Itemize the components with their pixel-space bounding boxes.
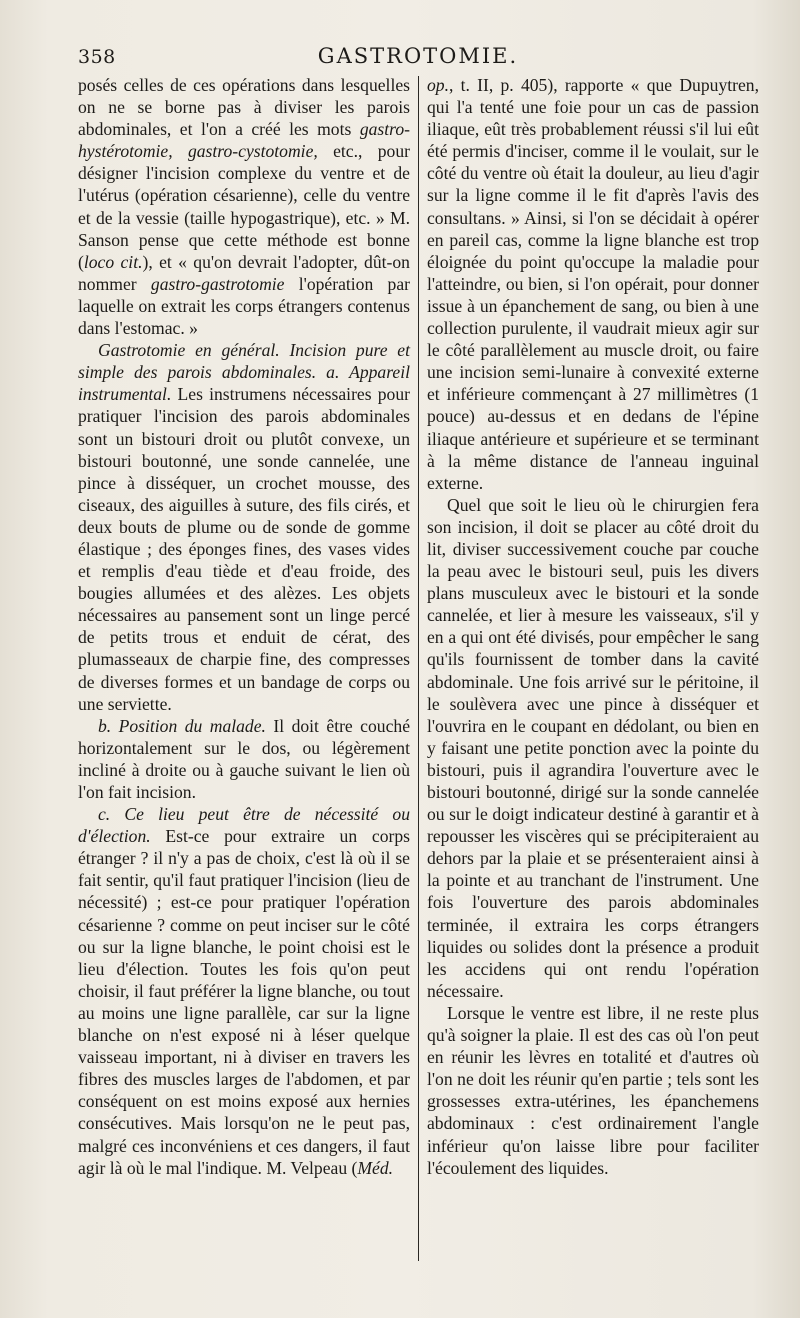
paragraph	[427, 74, 759, 494]
paragraph	[78, 715, 410, 803]
italic-term: gastro-hystérotomie, gastro-cystotomie,	[78, 119, 410, 162]
column-divider	[418, 76, 419, 1261]
italic-citation: op.	[427, 75, 449, 95]
paragraph: Lorsque le ventre est libre, il ne reste plus qu'à soigner la plaie. Il est des cas où l'on peut en réunir les lèvres en totalité et d'autres où l'on ne doit les réunir qu'en partie ; tels sont les grossesses extra-utérines, les épanchemens abdominaux : c'est ordinairement l'angle inférieur qu'on laisse libre pour faciliter l'écoulement des liquides.	[427, 1002, 759, 1178]
page-header	[78, 40, 758, 74]
section-heading: b. Position du malade.	[98, 715, 266, 736]
section-heading: Gastrotomie en général. Incision pure et simple des parois abdominales. a. Appareil instrumental.	[78, 340, 410, 405]
italic-citation: loco cit.	[83, 251, 143, 272]
text-columns	[78, 74, 760, 1274]
text-run: l'opération par laquelle on extrait les corps étrangers contenus dans l'estomac. »	[78, 273, 410, 339]
italic-term: gastro-gastrotomie	[150, 273, 285, 294]
text-run: posés celles de ces opérations dans lesquelles on ne se borne pas à diviser les parois abdominales, et l'on a créé les mots	[78, 75, 410, 140]
italic-citation: Méd.	[357, 1157, 394, 1178]
paragraph	[78, 803, 410, 1179]
paragraph: Quel que soit le lieu où le chirurgien fera son incision, il doit se placer au côté droit du lit, diviser successivement couche par couche la peau avec le bistouri seul, puis les divers plans musculeux avec le bistouri et la sonde cannelée, et lier à mesure les vaisseaux, s'il y en a qui ont été divisés, pour empêcher le sang qu'ils fournissent de tomber dans la cavité abdominale. Une fois arrivé sur le péritoine, il le soulèvera avec une pince à disséquer et l'ouvrira en le coupant en dédolant, ou bien en y faisant une petite ponction avec la pointe du bistouri, puis il agrandira l'ouverture avec le bistouri boutonné, dirigé sur la sonde cannelée ou sur le doigt indicateur destiné à garantir et à repousser les viscères qui se précipiteraient au dehors par la plaie et se présenteraient ainsi à la pointe et au tranchant de l'instrument. Une fois l'ouverture des parois abdominales terminée, il extraira les corps étrangers liquides ou solides dont la présence a produit les accidens qui ont rendu l'opération nécessaire.	[427, 494, 759, 1001]
section-heading: c. Ce lieu peut être de nécessité ou d'élection.	[78, 804, 410, 847]
text-run: Est-ce pour extraire un corps étranger ? il n'y a pas de choix, c'est là où il se fait sentir, qu'il faut pratiquer l'incision (lieu de nécessité) ; est-ce pour pratiquer l'opération césarienne ? comme on peut inciser sur le côté ou sur la ligne blanche, le point choisi est le lieu d'élection. Toutes les fois qu'on peut choisir, il faut préférer la ligne blanche, ou tout au moins une ligne parallèle, car sur la ligne blanche on n'est exposé ni à léser quelque vaisseau important, ni à diviser en travers les fibres des muscles larges de l'abdomen, et par conséquent on est moins exposé aux hernies consécutives. Mais lorsqu'on ne le peut pas, malgré ces inconvéniens et ces dangers, il faut agir là où le mal l'indique. M. Velpeau (	[78, 826, 410, 1178]
paragraph	[78, 339, 410, 715]
page-number: 358	[78, 46, 116, 68]
text-run: ), et « qu'on devrait l'adopter, dût-on nommer	[78, 251, 410, 294]
right-column	[427, 74, 759, 1179]
left-column	[78, 74, 410, 1179]
text-run: etc., pour désigner l'incision complexe du ventre et de l'utérus (opération césarienne), celle du ventre et de la vessie (taille hypogastrique), etc. » M. Sanson pense que cette méthode est bonne (	[78, 141, 410, 272]
text-run: Les instrumens nécessaires pour pratiquer l'incision des parois abdominales sont un bistouri droit ou plutôt convexe, un bistouri boutonné, une sonde cannelée, une pince à disséquer, un crochet mousse, des ciseaux, des aiguilles à suture, des fils cirés, et deux bouts de plume ou de sonde de gomme élastique ; des éponges fines, des vases vides et remplis d'eau tiède et d'eau froide, des bougies allumées et des alèzes. Les objets nécessaires au pansement sont un linge percé de petits trous et enduit de cérat, des plumasseaux de charpie fine, des compresses de diverses formes et un bandage de corps ou une serviette.	[78, 384, 410, 714]
paragraph	[78, 74, 410, 339]
text-run: , t. II, p. 405), rapporte « que Dupuytren, qui l'a tenté une foie pour un cas de passion iliaque, eût très probablement réussi s'il lui eût été permis d'inciser, comme il le voulait, sur le côté du ventre où était la douleur, au lieu d'agir sur la ligne comme il le fit d'après l'avis des consultans. » Ainsi, si l'on se décidait à opérer en pareil cas, comme la ligne blanche est trop éloignée du point qu'occupe la maladie pour l'atteindre, ou bien, si l'on opérait, pour donner issue à un épanchement de sang, ou bien à une collection purulente, il vaudrait mieux agir sur le côté parallèlement au muscle droit, ou faire une incision semi-lunaire à convexité externe et inférieure commençant à 27 millimètres (1 pouce) au-dessus et en dedans de l'épine iliaque antérieure et supérieure et se terminant à la même distance de l'anneau inguinal externe.	[427, 75, 759, 493]
running-title: GASTROTOMIE.	[317, 44, 519, 68]
text-run: Il doit être couché horizontalement sur le dos, ou légèrement incliné à droite ou à gauche suivant le lien où l'on fait incision.	[78, 715, 410, 802]
